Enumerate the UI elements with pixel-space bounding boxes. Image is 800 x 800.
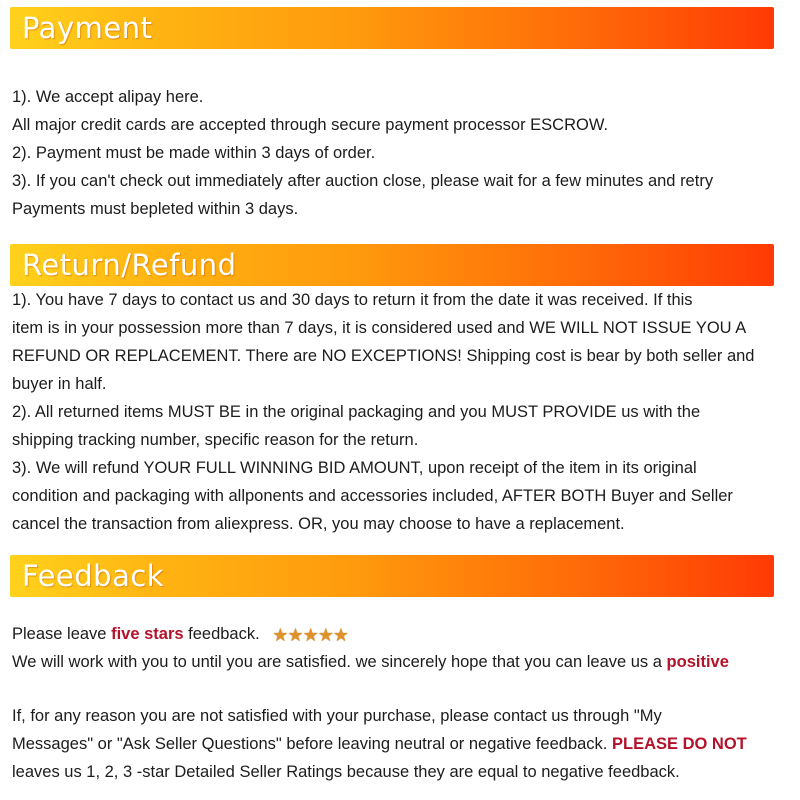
please-do-not-highlight: PLEASE DO NOT bbox=[611, 735, 747, 753]
feedback-notice bbox=[12, 702, 780, 786]
feedback-line bbox=[12, 648, 780, 676]
payment-section bbox=[12, 83, 780, 223]
refund-line: REFUND OR REPLACEMENT. There are NO EXCEPTIONS! Shipping cost is bear by both seller and bbox=[12, 347, 755, 365]
star-icon: ★ bbox=[332, 625, 349, 645]
feedback-text: Messages" or "Ask Seller Questions" before leaving neutral or negative feedback. bbox=[12, 735, 612, 753]
star-icon: ★ bbox=[272, 625, 289, 645]
five-stars-highlight: five stars bbox=[111, 625, 184, 643]
star-icon: ★ bbox=[287, 625, 304, 645]
feedback-title: Feedback bbox=[22, 559, 165, 593]
refund-line: 1). You have 7 days to contact us and 30 days to return it from the date it was received. If this bbox=[12, 291, 693, 309]
payment-title: Payment bbox=[22, 11, 153, 45]
payment-line: 1). We accept alipay here. bbox=[12, 88, 204, 106]
feedback-text: Please leave bbox=[12, 625, 112, 643]
payment-line: 2). Payment must be made within 3 days of order. bbox=[12, 144, 376, 162]
positive-highlight: positive bbox=[666, 653, 729, 671]
star-icon: ★ bbox=[317, 625, 334, 645]
refund-header bbox=[10, 244, 774, 286]
refund-section bbox=[12, 286, 780, 538]
refund-line: cancel the transaction from aliexpress. OR, you may choose to have a replacement. bbox=[12, 515, 625, 533]
refund-line: 2). All returned items MUST BE in the original packaging and you MUST PROVIDE us with the bbox=[12, 403, 701, 421]
payment-line: All major credit cards are accepted through secure payment processor ESCROW. bbox=[12, 116, 609, 134]
feedback-text: We will work with you to until you are satisfied. we sincerely hope that you can leave us a bbox=[12, 653, 667, 671]
feedback-line: If, for any reason you are not satisfied with your purchase, please contact us through "My bbox=[12, 707, 662, 725]
refund-line: condition and packaging with allponents and accessories included, AFTER BOTH Buyer and Seller bbox=[12, 487, 733, 505]
payment-line: Payments must bepleted within 3 days. bbox=[12, 200, 299, 218]
feedback-header bbox=[10, 555, 774, 597]
refund-line: 3). We will refund YOUR FULL WINNING BID AMOUNT, upon receipt of the item in its original bbox=[12, 459, 697, 477]
feedback-line bbox=[12, 730, 780, 758]
feedback-text: feedback. bbox=[183, 625, 260, 643]
feedback-section bbox=[12, 620, 780, 676]
payment-header bbox=[10, 7, 774, 49]
feedback-line: leaves us 1, 2, 3 -star Detailed Seller Ratings because they are equal to negative feedback. bbox=[12, 763, 680, 781]
payment-line: 3). If you can't check out immediately after auction close, please wait for a few minutes and retry bbox=[12, 172, 714, 190]
five-star-rating bbox=[272, 622, 348, 650]
refund-line: shipping tracking number, specific reason for the return. bbox=[12, 431, 419, 449]
refund-title: Return/Refund bbox=[22, 248, 237, 282]
refund-line: item is in your possession more than 7 days, it is considered used and WE WILL NOT ISSUE YOU A bbox=[12, 319, 747, 337]
feedback-line bbox=[12, 620, 780, 648]
star-icon: ★ bbox=[302, 625, 319, 645]
refund-line: buyer in half. bbox=[12, 375, 107, 393]
